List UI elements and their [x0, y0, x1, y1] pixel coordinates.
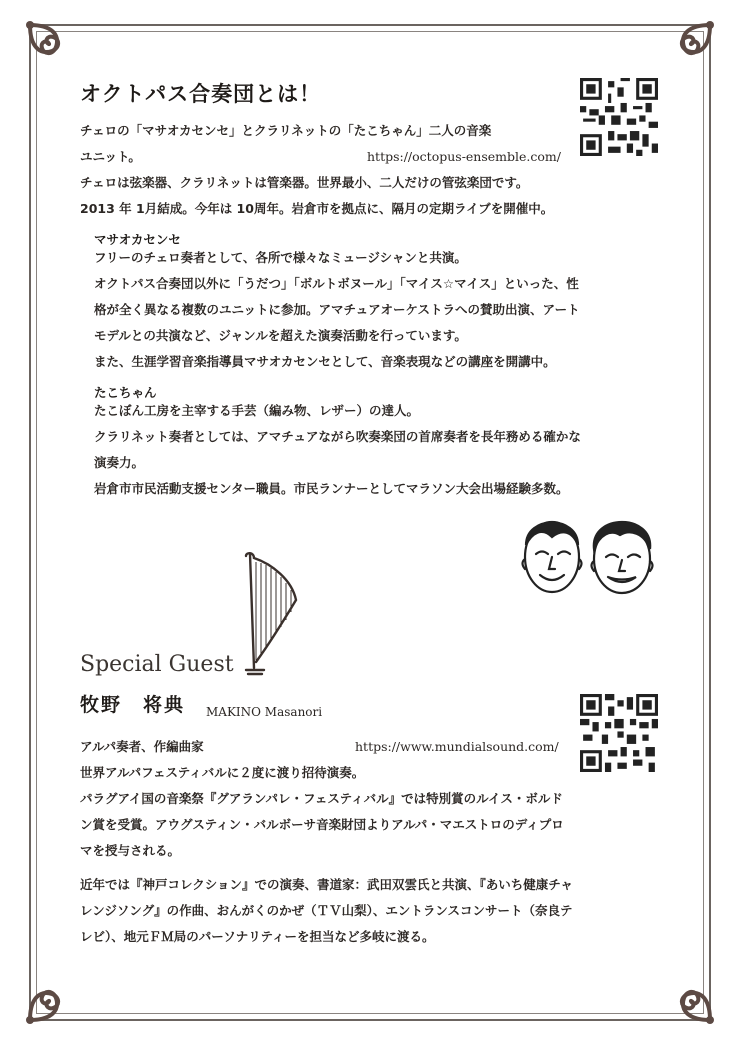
- guest-line-1: 世界アルパフェスティバルに２度に渡り招待演奏。: [80, 765, 365, 780]
- guest-line-7: レビ）、地元ＦＭ局のパーソナリティーを担当など多岐に渡る。: [80, 929, 435, 944]
- masaoka-heading: マサオカセンセ: [94, 232, 181, 247]
- guest-line-4: マを授与される。: [80, 843, 181, 858]
- intro-line-1: チェロの「マサオカセンセ」とクラリネットの「たこちゃん」二人の音楽: [80, 123, 492, 138]
- corner-ornament-top-right: [648, 17, 718, 87]
- tako-heading: たこちゃん: [94, 385, 157, 400]
- intro-line-4: 2013 年 1月結成。今年は 10周年。岩倉市を拠点に、隔月の定期ライブを開催中。: [80, 201, 554, 216]
- page-title: オクトパス合奏団とは！: [80, 82, 322, 106]
- guest-line-6: レンジソング』の作曲、おんがくのかぜ（ＴＶ山梨）、エントランスコンサート（奈良テ: [80, 903, 573, 918]
- tako-line-2: クラリネット奏者としては、アマチュアながら吹奏楽団の首席奏者を長年務める確かな: [94, 429, 581, 444]
- masaoka-line-4: モデルとの共演など、ジャンルを超えた演奏活動を行っています。: [94, 328, 467, 343]
- corner-ornament-bottom-left: [22, 958, 92, 1028]
- harp-illustration: [232, 550, 304, 680]
- masaoka-line-5: また、生涯学習音楽指導員マサオカセンセとして、音楽表現などの講座を開講中。: [94, 354, 556, 369]
- masaoka-line-1: フリーのチェロ奏者として、各所で様々なミュージシャンと共演。: [94, 250, 467, 265]
- special-guest-label: Special Guest: [80, 652, 234, 677]
- corner-ornament-top-left: [22, 17, 92, 87]
- guest-name: 牧野 将典: [80, 694, 186, 716]
- masaoka-line-3: 格が全く異なる複数のユニットに参加。アマチュアオーケストラへの賛助出演、アート: [94, 302, 580, 317]
- intro-line-2: ユニット。: [80, 149, 141, 164]
- tako-line-1: たこぼん工房を主宰する手芸（編み物、レザー）の達人。: [94, 403, 420, 418]
- guest-line-3: ン賞を受賞。アウグスティン・バルボーサ音楽財団よりアルパ・マエストロのディプロ: [80, 817, 564, 832]
- intro-line-3: チェロは弦楽器、クラリネットは管楽器。世界最小、二人だけの管弦楽団です。: [80, 175, 529, 190]
- corner-ornament-bottom-right: [648, 958, 718, 1028]
- guest-line-5: 近年では『神戸コレクション』での演奏、書道家：武田双雲氏と共演、『あいち健康チャ: [80, 877, 573, 892]
- tako-line-3: 演奏力。: [94, 455, 145, 470]
- mundialsound-url-link[interactable]: https://www.mundialsound.com/: [355, 739, 559, 754]
- duo-faces-illustration: [512, 507, 662, 597]
- qr-code-octopus[interactable]: [580, 78, 658, 156]
- guest-roman-name: MAKINO Masanori: [206, 705, 323, 719]
- octopus-url-link[interactable]: https://octopus-ensemble.com/: [367, 149, 561, 164]
- guest-line-2: パラグアイ国の音楽祭『グアランパレ・フェスティバル』では特別賞のルイス・ボルド: [80, 791, 563, 806]
- tako-line-4: 岩倉市市民活動支援センター職員。市民ランナーとしてマラソン大会出場経験多数。: [94, 481, 569, 496]
- qr-code-mundialsound[interactable]: [580, 694, 658, 772]
- masaoka-line-2: オクトパス合奏団以外に「うだつ」「ボルトボヌール」「マイス☆マイス」といった、性: [94, 276, 579, 291]
- guest-role: アルパ奏者、作編曲家: [80, 739, 204, 754]
